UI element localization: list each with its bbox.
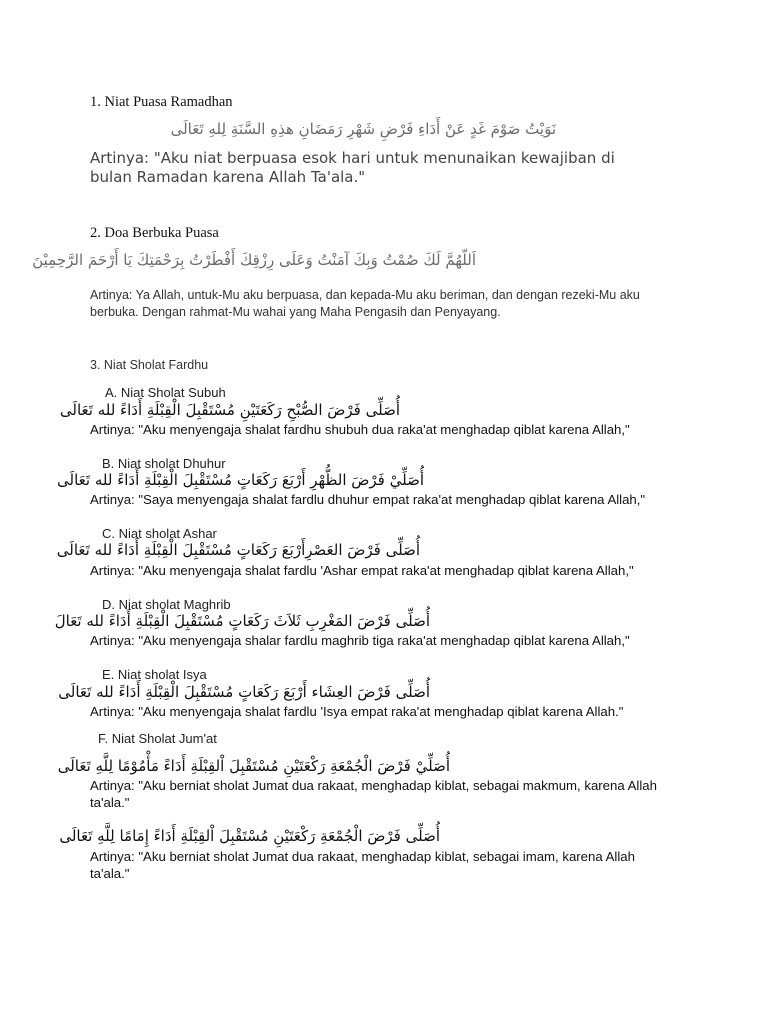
jumat-imam-arabic: أُصَلِّى فَرْضَ الْجُمْعَةِ رَكْعَتَيْنِ مُسْتَقْبِلَ اْلقِبْلَةِ أَدَاءً إِمَامًا لِلَّهِ تَعَالَى: [59, 827, 440, 845]
maghrib-artinya: Artinya: "Aku menyengaja shalar fardlu maghrib tiga raka'at menghadap qiblat karena Allah,": [90, 633, 630, 648]
dhuhur-arabic: أُصَلِّيْ فَرْضَ الظُّهْرِ أَرْبَعَ رَكَعَاتٍ مُسْتَقْبِلَ الْقِبْلَةِ أَدَاءً لله تَعَالَى: [57, 471, 424, 489]
section-2-title: 2. Doa Berbuka Puasa: [90, 225, 219, 241]
section-2-arabic: اَللّهُمَّ لَكَ صُمْتُ وَبِكَ آمَنْتُ وَعَلَى رِزْقِكَ أَفْطَرْتُ بِرَحْمَتِكَ يَا أَرْحَمَ الرَّحِمِيْنَ: [32, 251, 476, 269]
ashar-arabic: أُصَلِّى فَرْضَ العَصْرِأَرْبَعَ رَكَعَاتٍ مُسْتَقْبِلَ الْقِبْلَةِ أَدَاءً لله تَعَالَى: [56, 541, 420, 559]
maghrib-arabic: أُصَلِّى فَرْضَ المَغْرِبِ ثَلاَثَ رَكَعَاتٍ مُسْتَقْبِلَ الْقِبْلَةِ أَدَاءً لله تَعَالَ: [54, 612, 430, 630]
ashar-artinya: Artinya: "Aku menyengaja shalat fardlu 'Ashar empat raka'at menghadap qiblat karena Allah,": [90, 563, 634, 578]
section-2-artinya: Artinya: Ya Allah, untuk-Mu aku berpuasa, dan kepada-Mu aku beriman, dan dengan rezeki-Mu aku berbuka. Dengan rahmat-Mu wahai yang Maha Pengasih dan Penyayang.: [90, 288, 640, 319]
dhuhur-subtitle: B. Niat sholat Dhuhur: [102, 456, 226, 471]
dhuhur-artinya: Artinya: "Saya menyengaja shalat fardlu dhuhur empat raka'at menghadap qiblat karena Allah,": [90, 492, 646, 507]
jumat-subtitle: F. Niat Sholat Jum'at: [98, 731, 217, 746]
isya-arabic: أُصَلِّى فَرْضَ العِشَاء أَرْبَعَ رَكَعَاتٍ مُسْتَقْبِلَ الْقِبْلَةِ أَدَاءً لله تَعَالَى: [58, 683, 430, 701]
section-1-title: 1. Niat Puasa Ramadhan: [90, 94, 233, 110]
maghrib-subtitle: D. Niat sholat Maghrib: [102, 597, 231, 612]
section-3-title: 3. Niat Sholat Fardhu: [90, 358, 209, 372]
subuh-artinya: Artinya: "Aku menyengaja shalat fardhu shubuh dua raka'at menghadap qiblat karena Allah,": [90, 422, 630, 437]
section-1-artinya: Artinya: "Aku niat berpuasa esok hari untuk menunaikan kewajiban di bulan Ramadan karena Allah Ta'ala.": [90, 149, 615, 186]
subuh-arabic: أُصَلِّى فَرْضَ الصُّبْحِ رَكَعَتَيْنِ مُسْتَقْبِلَ الْقِبْلَةِ أَدَاءً لله تَعَالَى: [59, 401, 400, 419]
isya-artinya: Artinya: "Aku menyengaja shalat fardlu 'Isya empat raka'at menghadap qiblat karena Allah.": [90, 704, 624, 719]
jumat-makmum-artinya: Artinya: "Aku berniat sholat Jumat dua rakaat, menghadap kiblat, sebagai makmum, karena Allah ta'ala.": [90, 778, 657, 810]
ashar-subtitle: C. Niat sholat Ashar: [102, 526, 217, 541]
isya-subtitle: E. Niat sholat Isya: [102, 667, 207, 682]
subuh-subtitle: A. Niat Sholat Subuh: [105, 385, 226, 400]
jumat-makmum-arabic: أُصَلِّيْ فَرْضَ الْجُمْعَةِ رَكْعَتَيْنِ مُسْتَقْبِلَ اْلقِبْلَةِ أَدَاءً مَأْمُوْمًا لِلَّهِ تَعَالَى: [57, 757, 450, 775]
jumat-imam-artinya: Artinya: "Aku berniat sholat Jumat dua rakaat, menghadap kiblat, sebagai imam, karena Allah ta'ala.": [90, 849, 635, 881]
section-1-arabic: نَوَيْتُ صَوْمَ غَدٍ عَنْ أَدَاءِ فَرْضِ شَهْرِ رَمَضَانِ هذِهِ السَّنَةِ لِلهِ تَعَالَى: [170, 120, 556, 138]
